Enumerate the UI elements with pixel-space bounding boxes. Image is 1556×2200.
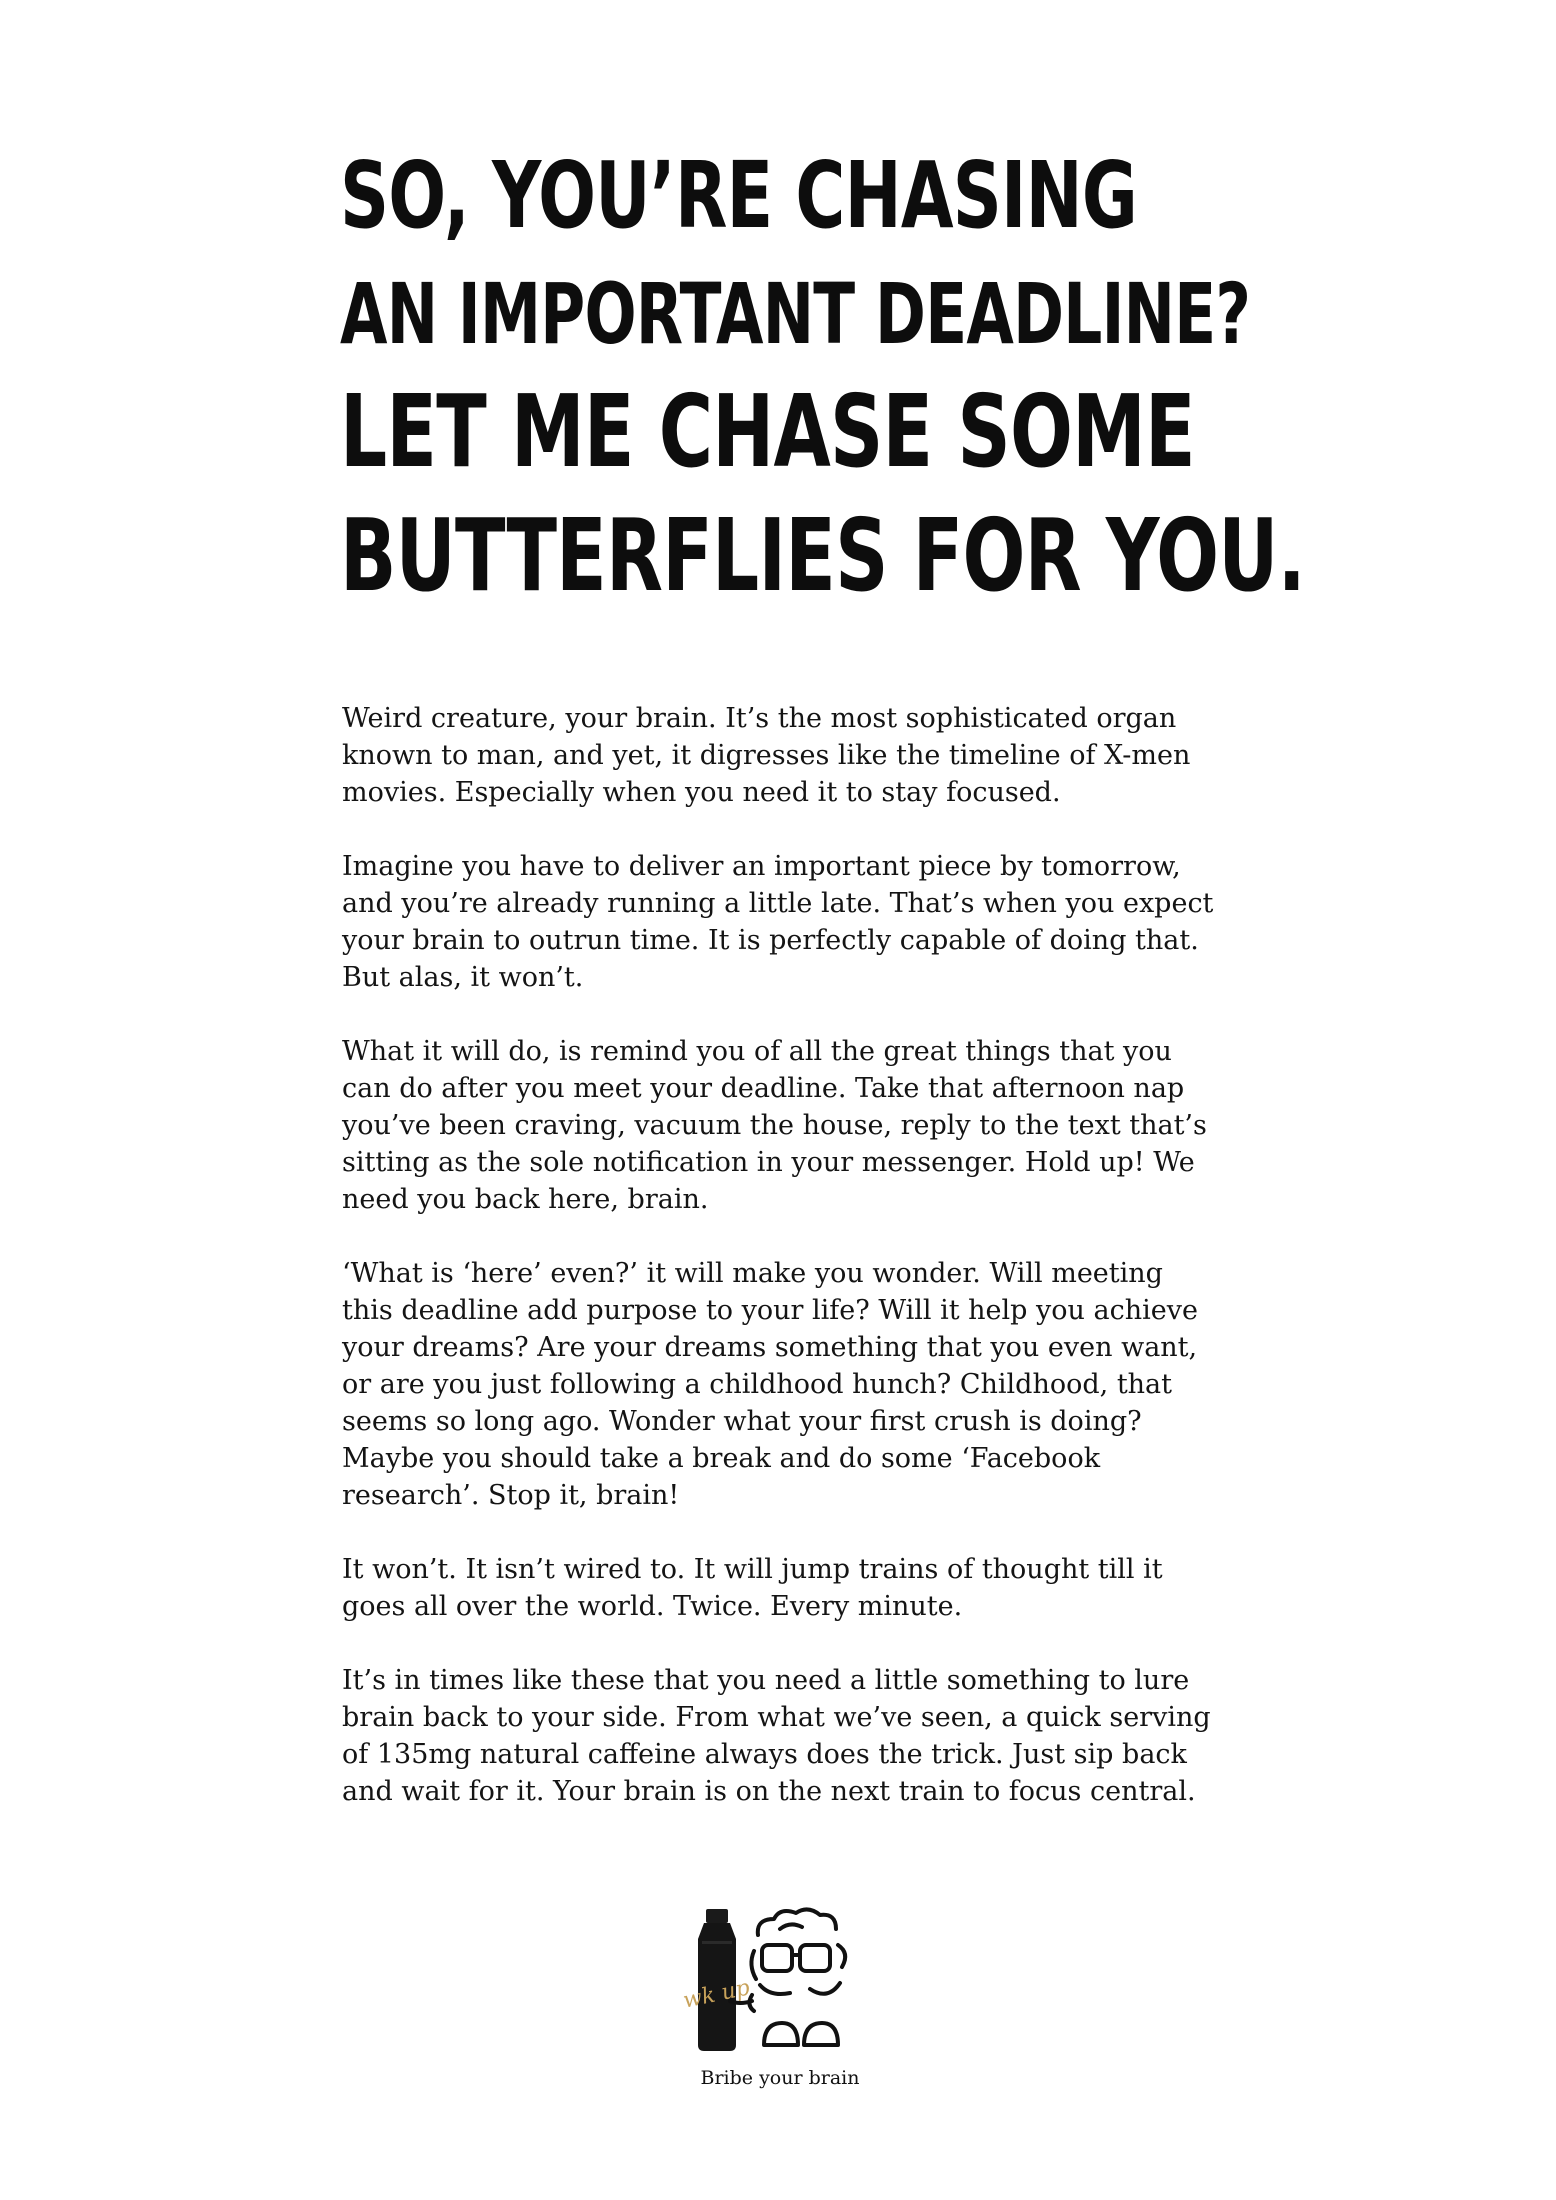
paragraph-1: Weird creature, your brain. It’s the most sophisticated organ known to man, and yet, it digresses like the timeline of X-men movies. Especially when you need it to stay focused. (342, 703, 1191, 808)
brain-mascot-icon (730, 1909, 845, 2045)
body-copy (342, 700, 1222, 1847)
paragraph-2: Imagine you have to deliver an important piece by tomorrow, and you’re already running a little late. That’s when you expect your brain to outrun time. It is perfectly capable of doing that. But alas, it won’t. (342, 851, 1214, 993)
headline-line-4: BUTTERFLIES FOR YOU. (340, 497, 1305, 614)
paragraph-4: ‘What is ‘here’ even?’ it will make you wonder. Will meeting this deadline add purpose to your life? Will it help you achieve your dreams? Are your dreams something that you even want, or are you just following a childhood hunch? Childhood, that seems so long ago. Wonder what your first crush is doing? Maybe you should take a break and do some ‘Facebook research’. Stop it, brain! (342, 1258, 1198, 1511)
paragraph-3: What it will do, is remind you of all the great things that you can do after you meet your deadline. Take that afternoon nap you’ve been craving, vacuum the house, reply to the text that’s sitting as the sole notification in your messenger. Hold up! We need you back here, brain. (342, 1036, 1207, 1215)
bottle-and-brain-mascot-icon (680, 1905, 900, 2055)
paragraph-5: It won’t. It isn’t wired to. It will jump trains of thought till it goes all over the world. Twice. Every minute. (342, 1554, 1163, 1622)
headline-line-1: SO, YOU’RE CHASING (340, 142, 1138, 249)
tagline: Bribe your brain (700, 2067, 860, 2089)
headline-line-2: AN IMPORTANT DEADLINE? (340, 265, 1251, 363)
headline-line-3: LET ME CHASE SOME (340, 373, 1195, 490)
bottle-icon (681, 1909, 752, 2051)
bottle-label: wk up (680, 1975, 753, 2014)
paragraph-6: It’s in times like these that you need a little something to lure brain back to your side. From what we’ve seen, a quick serving of 135mg natural caffeine always does the trick. Just sip back and wait for it. Your brain is on the next train to focus central. (342, 1665, 1211, 1807)
